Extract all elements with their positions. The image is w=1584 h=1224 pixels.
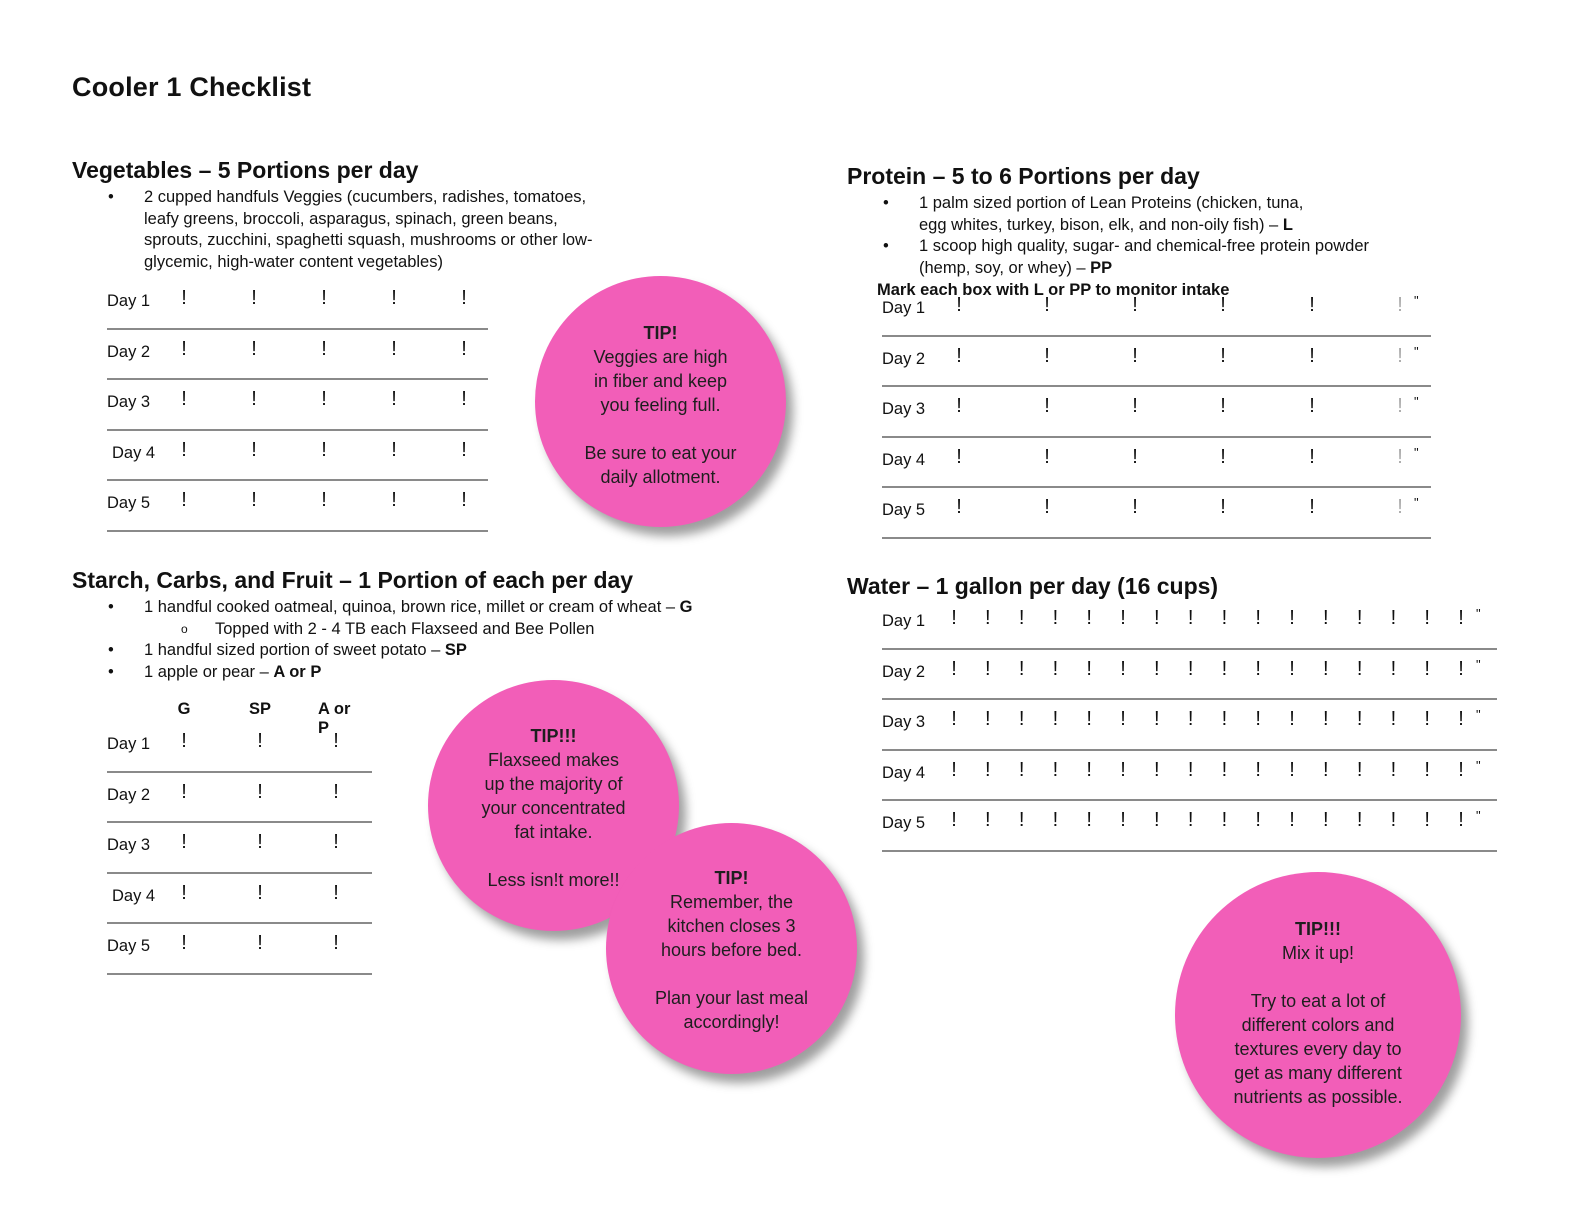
check-box[interactable]: ! [181,730,187,752]
day-label: Day 4 [112,443,156,462]
starch-heading: Starch, Carbs, and Fruit – 1 Portion of each per day [72,567,634,593]
check-box[interactable]: ! [951,607,957,629]
check-box[interactable]: ! [321,287,327,309]
check-box[interactable]: ! [461,438,467,461]
day-row [882,801,1497,852]
check-box[interactable]: ! [1052,809,1059,831]
day-row [882,387,1431,438]
check-box[interactable]: ! [1052,708,1059,730]
check-box[interactable]: ! [1323,809,1329,831]
day-label: Day 5 [107,494,151,512]
day-row [882,700,1497,751]
row-end-mark: " [1414,444,1419,460]
check-box[interactable]: ! [951,758,957,781]
check-box[interactable]: ! [1390,809,1397,831]
day-row [107,431,488,482]
check-box[interactable]: ! [985,708,991,730]
check-box[interactable]: ! [321,337,327,360]
check-box[interactable]: ! [321,438,327,461]
check-box[interactable]: ! [1221,758,1228,781]
check-box[interactable]: ! [1154,708,1160,730]
check-box[interactable]: ! [1220,294,1226,316]
day-row [107,279,488,330]
day-label: Day 2 [107,342,151,361]
check-box[interactable]: ! [1390,657,1397,680]
check-box[interactable]: ! [1154,657,1160,680]
check-box[interactable]: ! [391,388,397,410]
check-box[interactable]: ! [1086,809,1092,831]
check-box[interactable]: ! [985,809,991,831]
check-box[interactable]: ! [321,388,327,410]
check-box[interactable]: ! [1132,294,1138,316]
check-box[interactable]: ! [1356,708,1363,730]
check-box[interactable]: ! [1390,708,1397,730]
check-box[interactable]: ! [461,337,467,360]
check-box[interactable]: ! [181,337,187,360]
starch-section [72,567,792,683]
check-box[interactable]: ! [1086,758,1092,781]
check-box[interactable]: ! [1086,607,1092,629]
check-box[interactable]: ! [1289,758,1295,781]
check-box[interactable]: ! [1187,758,1194,781]
day-label: Day 5 [882,501,926,519]
check-box[interactable]: ! [1221,607,1228,629]
check-box[interactable]: ! [1309,395,1315,417]
vegetables-checklist [107,279,488,532]
day-label: Day 4 [112,886,156,905]
day-row [882,337,1431,388]
check-box[interactable]: ! [956,294,962,316]
check-box[interactable]: ! [956,395,962,417]
check-box[interactable]: ! [1187,607,1194,629]
check-box[interactable]: ! [951,809,957,831]
tip-kitchen: TIP! Remember, the kitchen closes 3 hours before bed. Plan your last meal accordingly! [606,823,857,1074]
check-box[interactable]: ! [1397,395,1403,417]
day-label: Day 3 [107,393,151,411]
check-box[interactable]: ! [1390,758,1397,781]
check-box[interactable]: ! [333,780,339,803]
check-box[interactable]: ! [391,287,397,309]
check-box[interactable]: ! [985,758,991,781]
check-box[interactable]: ! [1052,758,1059,781]
vegetables-bullet: • 2 cupped handfuls Veggies (cucumbers, radishes, tomatoes, leafy greens, broccoli, asparagus, spinach, green beans, sprouts, zucchini, spaghetti squash, mushrooms or other low- glycemic, high-water content vegetables) [72,187,712,273]
check-box[interactable]: ! [251,337,257,360]
check-box[interactable]: ! [1154,607,1160,629]
check-box[interactable]: ! [951,708,957,730]
tip-veggies: TIP! Veggies are high in fiber and keep you feeling full. Be sure to eat your daily allotment. [535,276,786,527]
protein-heading: Protein – 5 to 6 Portions per day [847,163,1200,189]
protein-note: Mark each box with L or PP to monitor intake [877,281,1230,299]
check-box[interactable]: ! [1424,657,1430,680]
check-box[interactable]: ! [1044,294,1050,316]
check-box[interactable]: ! [1309,496,1315,518]
check-box[interactable]: ! [1221,809,1228,831]
check-box[interactable]: ! [391,337,397,360]
check-box[interactable]: ! [1323,708,1329,730]
check-box[interactable]: ! [251,388,257,410]
check-box[interactable]: ! [1052,657,1059,680]
column-header: A or P [318,700,351,737]
check-box[interactable]: ! [1052,607,1059,629]
check-box[interactable]: ! [181,932,187,954]
check-box[interactable]: ! [1255,657,1261,680]
check-box[interactable]: ! [1120,809,1126,831]
protein-bullet-lean: • 1 palm sized portion of Lean Proteins (chicken, tuna, egg whites, turkey, bison, elk, and non-oily fish) – L [847,193,1507,236]
check-box[interactable]: ! [1018,657,1025,680]
check-box[interactable]: ! [333,831,339,853]
starch-bullet-grain: • 1 handful cooked oatmeal, quinoa, brown rice, millet or cream of wheat – G [72,597,792,619]
check-box[interactable]: ! [1458,657,1464,680]
check-box[interactable]: ! [1309,445,1315,468]
day-row [882,488,1431,539]
check-box[interactable]: ! [251,287,257,309]
check-box[interactable]: ! [985,607,991,629]
check-box[interactable]: ! [1289,708,1295,730]
day-label: Day 1 [107,292,151,310]
tip-mix-it-up: TIP!!! Mix it up! Try to eat a lot of different colors and textures every day to get as many different nutrients as possible. [1175,872,1461,1158]
check-box[interactable]: ! [1356,657,1363,680]
check-box[interactable]: ! [1289,809,1295,831]
vegetables-section [72,157,712,273]
check-box[interactable]: ! [1018,758,1025,781]
check-box[interactable]: ! [1132,445,1138,468]
row-end-mark: " [1476,606,1481,621]
day-row [107,380,488,431]
water-heading: Water – 1 gallon per day (16 cups) [847,573,1219,599]
check-box[interactable]: ! [1397,344,1403,367]
check-box[interactable]: ! [461,489,467,511]
check-box[interactable]: ! [1424,758,1430,781]
check-box[interactable]: ! [257,932,263,954]
row-end-mark: " [1476,808,1481,823]
check-box[interactable]: ! [181,287,187,309]
check-box[interactable]: ! [1086,708,1092,730]
row-end-mark: " [1414,495,1419,510]
check-box[interactable]: ! [1289,607,1295,629]
check-box[interactable]: ! [956,445,962,468]
check-box[interactable]: ! [956,344,962,367]
check-box[interactable]: ! [181,831,187,853]
check-box[interactable]: ! [257,780,263,803]
day-label: Day 3 [882,400,926,418]
day-row [107,924,372,975]
protein-section [847,163,1507,300]
check-box[interactable]: ! [321,489,327,511]
check-box[interactable]: ! [1397,496,1403,518]
vegetables-bullets [72,187,712,273]
check-box[interactable]: ! [461,388,467,410]
check-box[interactable]: ! [956,496,962,518]
check-box[interactable]: ! [1323,607,1329,629]
day-row [882,438,1431,489]
protein-bullet-powder: • 1 scoop high quality, sugar- and chemical-free protein powder (hemp, soy, or whey) – PP [847,236,1507,279]
check-box[interactable]: ! [1132,395,1138,417]
starch-bullet-fruit: • 1 apple or pear – A or P [72,662,792,684]
day-row [882,650,1497,701]
day-label: Day 2 [107,785,151,804]
check-box[interactable]: ! [181,881,187,904]
check-box[interactable]: ! [1255,758,1261,781]
check-box[interactable]: ! [1289,657,1295,680]
check-box[interactable]: ! [1255,607,1261,629]
check-box[interactable]: ! [181,438,187,461]
day-label: Day 4 [882,763,926,782]
protein-bullets [847,193,1507,279]
protein-checklist [882,286,1431,539]
check-box[interactable]: ! [1221,657,1228,680]
day-label: Day 2 [882,349,926,368]
day-label: Day 1 [107,735,151,753]
check-box[interactable]: ! [181,388,187,410]
check-box[interactable]: ! [1044,445,1050,468]
check-box[interactable]: ! [391,438,397,461]
row-end-mark: " [1476,707,1481,722]
column-header: G [177,700,191,718]
check-box[interactable]: ! [1397,445,1403,468]
check-box[interactable]: ! [1424,607,1430,629]
day-row [882,599,1497,650]
check-box[interactable]: ! [1132,344,1138,367]
check-box[interactable]: ! [257,831,263,853]
check-box[interactable]: ! [985,657,991,680]
vegetables-heading: Vegetables – 5 Portions per day [72,157,419,183]
check-box[interactable]: ! [1220,395,1226,417]
page-title: Cooler 1 Checklist [72,72,312,102]
check-box[interactable]: ! [251,438,257,461]
check-box[interactable]: ! [1255,708,1261,730]
check-box[interactable]: ! [1086,657,1092,680]
check-box[interactable]: ! [1424,809,1430,831]
check-box[interactable]: ! [333,881,339,904]
check-box[interactable]: ! [1187,809,1194,831]
day-row [107,823,372,874]
check-box[interactable]: ! [1458,708,1464,730]
check-box[interactable]: ! [1356,607,1363,629]
starch-sub-bullet: o Topped with 2 - 4 TB each Flaxseed and Bee Pollen [72,619,792,641]
check-box[interactable]: ! [257,730,263,752]
check-box[interactable]: ! [1356,758,1363,781]
starch-bullet-sweet-potato: • 1 handful sized portion of sweet potato – SP [72,640,792,662]
row-end-mark: " [1414,293,1419,308]
check-box[interactable]: ! [1323,758,1329,781]
check-box[interactable]: ! [1018,809,1025,831]
starch-checklist [107,700,372,975]
check-box[interactable]: ! [1220,496,1226,518]
check-box[interactable]: ! [1120,708,1126,730]
check-box[interactable]: ! [1044,496,1050,518]
day-row [107,330,488,381]
check-box[interactable]: ! [251,489,257,511]
check-box[interactable]: ! [1397,294,1403,316]
day-label: Day 2 [882,662,926,681]
check-box[interactable]: ! [1154,758,1160,781]
check-box[interactable]: ! [1323,657,1329,680]
check-box[interactable]: ! [1154,809,1160,831]
check-box[interactable]: ! [1120,657,1126,680]
starch-bullets [72,597,792,683]
day-label: Day 3 [107,836,151,854]
check-box[interactable]: ! [1458,809,1464,831]
water-checklist [882,599,1497,852]
day-label: Day 4 [882,450,926,469]
check-box[interactable]: ! [1458,758,1464,781]
check-box[interactable]: ! [1255,809,1261,831]
check-box[interactable]: ! [1390,607,1397,629]
check-box[interactable]: ! [1424,708,1430,730]
tip-flaxseed: TIP!!! Flaxseed makes up the majority of your concentrated fat intake. Less isn!t more!! [428,680,679,931]
day-row [882,751,1497,802]
check-box[interactable]: ! [333,730,339,752]
check-box[interactable]: ! [1044,395,1050,417]
check-box[interactable]: ! [1309,294,1315,316]
check-box[interactable]: ! [1220,445,1226,468]
check-box[interactable]: ! [333,932,339,954]
check-box[interactable]: ! [257,881,263,904]
check-box[interactable]: ! [1018,708,1025,730]
check-box[interactable]: ! [1187,708,1194,730]
check-box[interactable]: ! [181,489,187,511]
check-box[interactable]: ! [1120,758,1126,781]
check-box[interactable]: ! [461,287,467,309]
check-box[interactable]: ! [1458,607,1464,629]
day-label: Day 1 [882,299,926,317]
day-label: Day 3 [882,713,926,731]
check-box[interactable]: ! [1221,708,1228,730]
day-row [107,773,372,824]
check-box[interactable]: ! [1018,607,1025,629]
check-box[interactable]: ! [1309,344,1315,367]
day-label: Day 5 [107,937,151,955]
row-end-mark: " [1414,343,1419,359]
day-row [107,874,372,925]
column-header: SP [248,700,272,718]
day-row [107,722,372,773]
check-box[interactable]: ! [391,489,397,511]
check-box[interactable]: ! [1356,809,1363,831]
row-end-mark: " [1476,757,1481,773]
check-box[interactable]: ! [1187,657,1194,680]
check-box[interactable]: ! [1132,496,1138,518]
check-box[interactable]: ! [951,657,957,680]
check-box[interactable]: ! [1220,344,1226,367]
row-end-mark: " [1476,656,1481,672]
day-row [107,481,488,532]
check-box[interactable]: ! [181,780,187,803]
check-box[interactable]: ! [1044,344,1050,367]
check-box[interactable]: ! [1120,607,1126,629]
day-label: Day 1 [882,612,926,630]
row-end-mark: " [1414,394,1419,409]
day-row [882,286,1431,337]
day-label: Day 5 [882,814,926,832]
